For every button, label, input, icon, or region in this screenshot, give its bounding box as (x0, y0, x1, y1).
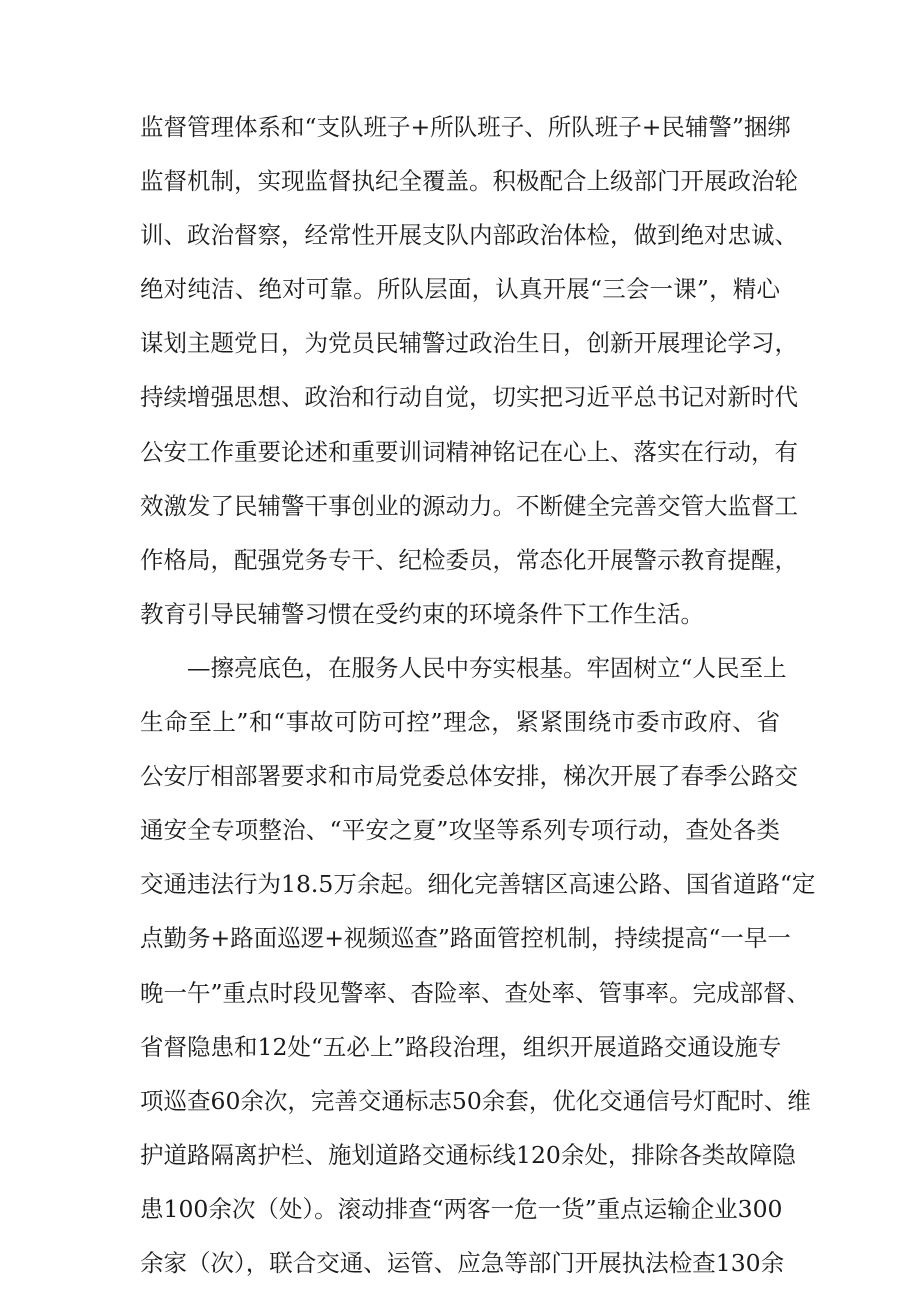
text-line: 患100余次（处）。滚动排查“两客一危一货”重点运输企业300 (140, 1194, 783, 1223)
text-line: 持续增强思想、政治和行动自觉，切实把习近平总书记对新时代 (140, 383, 798, 412)
text-line: 公安工作重要论述和重要训词精神铭记在心上、落实在行动，有 (140, 437, 798, 466)
text-line: 训、政治督察，经常性开展支队内部政治体检，做到绝对忠诚、 (140, 221, 798, 250)
text-line: 交通违法行为18.5万余起。细化完善辖区高速公路、国省道路“定 (140, 870, 816, 899)
text-line: 作格局，配强党务专干、纪检委员，常态化开展警示教育提醒， (140, 545, 798, 574)
text-line: 项巡查60余次，完善交通标志50余套，优化交通信号灯配时、维 (140, 1086, 811, 1115)
text-line: 绝对纯洁、绝对可靠。所队层面，认真开展“三会一课”，精心 (140, 275, 780, 304)
text-line: 护道路隔离护栏、施划道路交通标线120余处，排除各类故障隐 (140, 1140, 796, 1169)
paragraph-serve-people (140, 641, 816, 1290)
text-line: 省督隐患和12处“五必上”路段治理，组织开展道路交通设施专 (140, 1032, 782, 1061)
text-line: 生命至上”和“事故可防可控”理念，紧紧围绕市委市政府、省 (140, 708, 780, 737)
text-line: 监督机制，实现监督执纪全覆盖。积极配合上级部门开展政治轮 (140, 167, 798, 196)
text-line: —擦亮底色，在服务人民中夯实根基。牢固树立“人民至上 (187, 653, 787, 682)
paragraph-supervision (140, 100, 798, 641)
text-line: 效激发了民辅警干事创业的源动力。不断健全完善交管大监督工 (140, 491, 798, 520)
text-line: 点勤务+路面巡逻+视频巡查”路面管控机制，持续提高“一早一 (140, 924, 791, 953)
text-line: 余家（次），联合交通、运管、应急等部门开展执法检查130余 (140, 1248, 785, 1277)
text-line: 谋划主题党日，为党员民辅警过政治生日，创新开展理论学习， (140, 329, 798, 358)
text-line: 监督管理体系和“支队班子+所队班子、所队班子+民辅警”捆绑 (140, 113, 791, 141)
body-text (140, 100, 816, 1290)
text-line: 晚一午”重点时段见警率、杳险率、查处率、管事率。完成部督、 (140, 978, 811, 1007)
text-line: 教育引导民辅警习惯在受约束的环境条件下工作生活。 (140, 599, 704, 628)
text-line: 公安厅相部署要求和市局党委总体安排，梯次开展了春季公路交 (140, 762, 798, 791)
text-line: 通安全专项整治、“平安之夏”攻坚等系列专项行动，查处各类 (140, 816, 780, 845)
